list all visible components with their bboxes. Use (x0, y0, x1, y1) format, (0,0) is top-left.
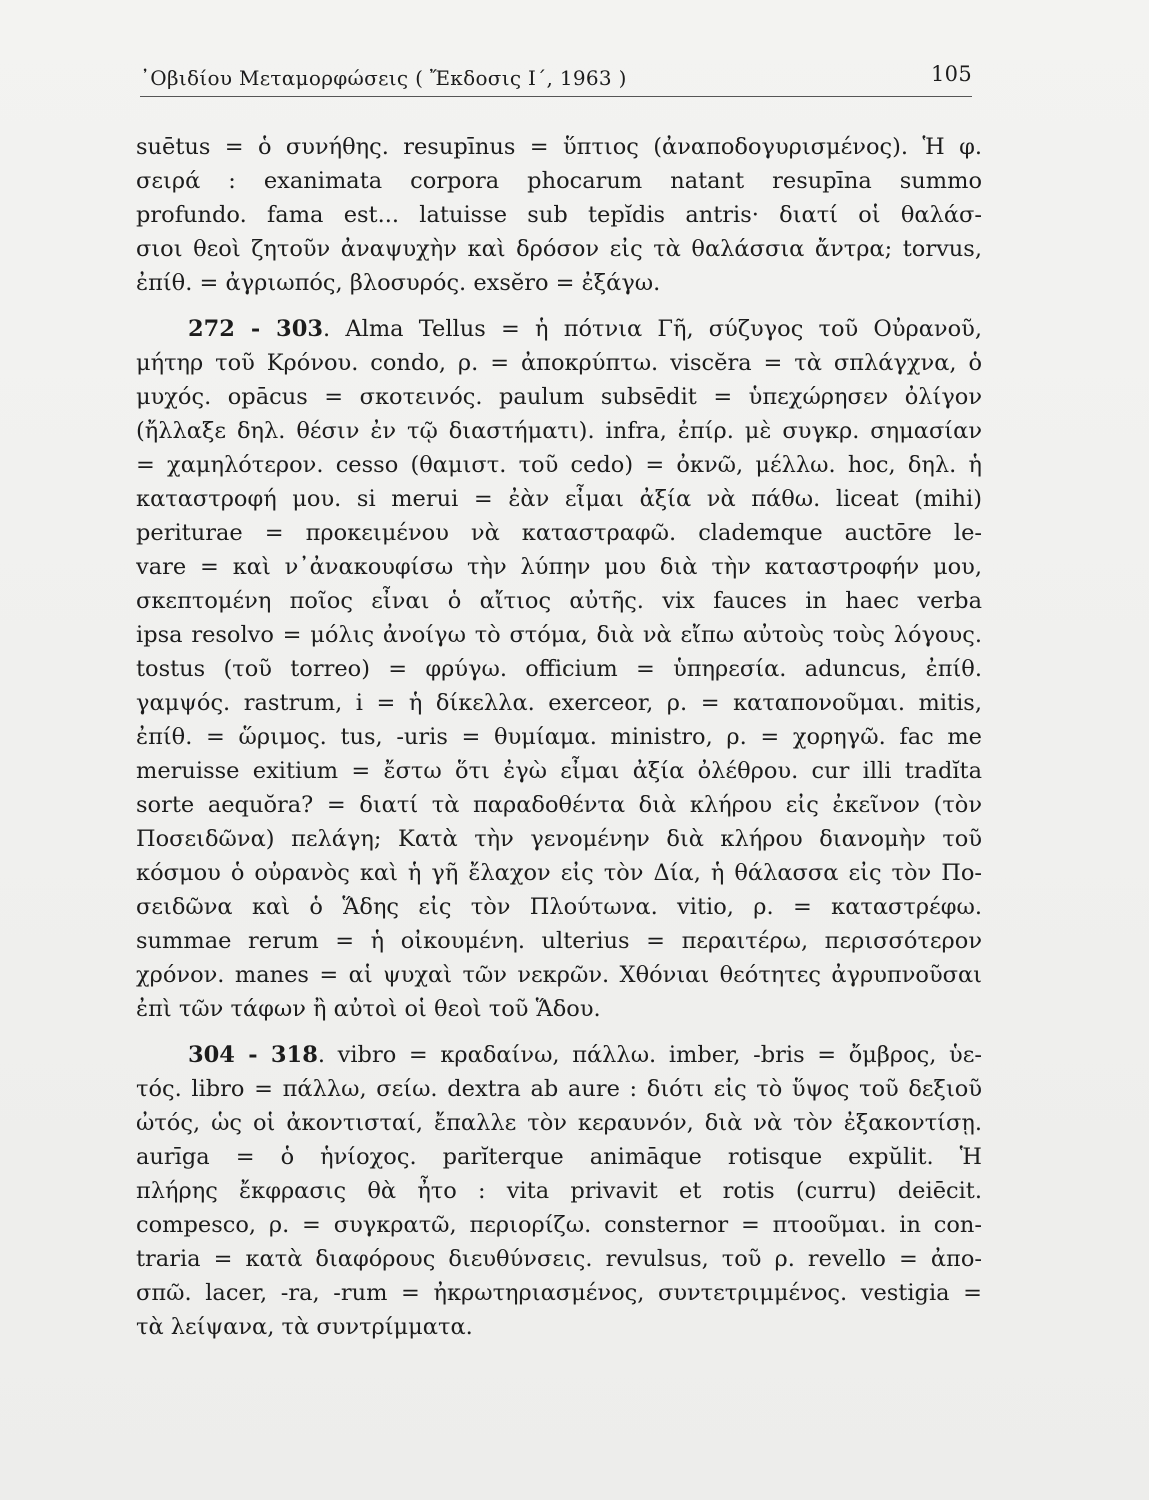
text-line: compesco, ρ. = συγκρατῶ, περιορίζω. consternor = πτοοῦμαι. in con- (136, 1212, 982, 1238)
text-line: ἐπίθ. = ὥριμος. tus, -uris = θυμίαμα. ministro, ρ. = χορηγῶ. fac me (136, 724, 982, 750)
text-line: summae rerum = ἡ οἰκουμένη. ulterius = περαιτέρω, περισσότερον (136, 928, 982, 954)
text-line: = χαμηλότερον. cesso (θαμιστ. τοῦ cedo) = ὀκνῶ, μέλλω. hoc, δηλ. ἡ (136, 452, 982, 478)
text-line: σιοι θεοὶ ζητοῦν ἀναψυχὴν καὶ δρόσον εἰς τὰ θαλάσσια ἄντρα; torvus, (136, 236, 982, 262)
paragraph-1 (136, 130, 982, 300)
text-line: tostus (τοῦ torreo) = φρύγω. officium = ὑπηρεσία. aduncus, ἐπίθ. (136, 656, 982, 682)
text-line: πλήρης ἔκφρασις θὰ ἦτο : vita privavit et rotis (curru) deiēcit. (136, 1178, 982, 1204)
text-line: ὠτός, ὡς οἱ ἀκοντισταί, ἔπαλλε τὸν κεραυνόν, διὰ νὰ τὸν ἐξακοντίσῃ. (136, 1110, 982, 1136)
verse-range: 304 - 318 (188, 1042, 318, 1068)
text-line: traria = κατὰ διαφόρους διευθύνσεις. revulsus, τοῦ ρ. revello = ἀπο- (136, 1246, 982, 1272)
text-line: sorte aequŏra? = διατί τὰ παραδοθέντα διὰ κλήρου εἰς ἐκεῖνον (τὸν (136, 792, 982, 818)
text-line: vare = καὶ ν᾿ἀνακουφίσω τὴν λύπην μου διὰ τὴν καταστροφήν μου, (136, 554, 982, 580)
header-rule (140, 96, 972, 97)
text-line: σειδῶνα καὶ ὁ Ἅδης εἰς τὸν Πλούτωνα. vitio, ρ. = καταστρέφω. (136, 894, 982, 920)
text-line: τὰ λείψανα, τὰ συντρίμματα. (136, 1314, 473, 1340)
text-line: κόσμου ὁ οὐρανὸς καὶ ἡ γῆ ἔλαχον εἰς τὸν Δία, ἡ θάλασσα εἰς τὸν Πο- (136, 860, 982, 886)
text-line-content: . Alma Tellus = ἡ πότνια Γῆ, σύζυγος τοῦ Οὐρανοῦ, (323, 316, 982, 342)
text-line: σκεπτομένη ποῖος εἶναι ὁ αἴτιος αὐτῆς. vix fauces in haec verba (136, 588, 982, 614)
text-line: χρόνον. manes = αἱ ψυχαὶ τῶν νεκρῶν. Χθόνιαι θεότητες ἀγρυπνοῦσαι (136, 962, 982, 988)
page-number: 105 (931, 62, 972, 86)
paragraph-304-318 (136, 1038, 982, 1344)
text-line: σειρά : exanimata corpora phocarum natant resupīna summo (136, 168, 982, 194)
verse-range: 272 - 303 (188, 316, 324, 342)
text-line: ipsa resolvo = μόλις ἀνοίγω τὸ στόμα, διὰ νὰ εἴπω αὐτοὺς τοὺς λόγους. (136, 622, 982, 648)
text-line: μήτηρ τοῦ Κρόνου. condo, ρ. = ἀποκρύπτω. viscĕra = τὰ σπλάγχνα, ὁ (136, 350, 982, 376)
text-line-content: . vibro = κραδαίνω, πάλλω. imber, -bris = ὄμβρος, ὑε- (317, 1042, 982, 1068)
header-title: ᾿Οβιδίου Μεταμορφώσεις ( Ἔκδοσις Ι΄, 1963 ) (140, 66, 627, 90)
text-line: καταστροφή μου. si merui = ἐὰν εἶμαι ἀξία νὰ πάθω. liceat (mihi) (136, 486, 982, 512)
text-line: τός. libro = πάλλω, σείω. dextra ab aure : διότι εἰς τὸ ὕψος τοῦ δεξιοῦ (136, 1076, 982, 1102)
paragraph-272-303 (136, 312, 982, 1026)
text-line: μυχός. opācus = σκοτεινός. paulum subsēdit = ὑπεχώρησεν ὀλίγον (136, 384, 982, 410)
text-line (136, 312, 982, 346)
text-line: Ποσειδῶνα) πελάγη; Κατὰ τὴν γενομένην διὰ κλήρου διανομὴν τοῦ (136, 826, 982, 852)
text-line: suētus = ὁ συνήθης. resupīnus = ὕπτιος (ἀναποδογυρισμένος). Ἡ φ. (136, 134, 982, 160)
text-line: ἐπίθ. = ἀγριωπός, βλοσυρός. exsĕro = ἐξάγω. (136, 270, 661, 296)
text-line: ἐπὶ τῶν τάφων ἢ αὐτοὶ οἱ θεοὶ τοῦ Ἅδου. (136, 996, 601, 1022)
text-line: γαμψός. rastrum, i = ἡ δίκελλα. exerceor, ρ. = καταπονοῦμαι. mitis, (136, 690, 982, 716)
text-line (136, 1038, 982, 1072)
text-line: σπῶ. lacer, -ra, -rum = ἠκρωτηριασμένος, συντετριμμένος. vestigia = (136, 1280, 982, 1306)
text-line: perituraе = προκειμένου νὰ καταστραφῶ. clademque auctōre le- (136, 520, 982, 546)
text-line: meruisse exitium = ἔστω ὅτι ἐγὼ εἶμαι ἀξία ὀλέθρου. cur illi tradĭta (136, 758, 982, 784)
text-line: (ἤλλαξε δηλ. θέσιν ἐν τῷ διαστήματι). infra, ἐπίρ. μὲ συγκρ. σημασίαν (136, 418, 982, 444)
commentary-text (136, 130, 982, 1344)
text-line: aurīga = ὁ ἡνίοχος. parĭterque animāque rotisque expŭlit. Ἡ (136, 1144, 982, 1170)
text-line: profundo. fama est... latuisse sub tepĭdis antris· διατί οἱ θαλάσ- (136, 202, 982, 228)
running-header (140, 58, 972, 98)
